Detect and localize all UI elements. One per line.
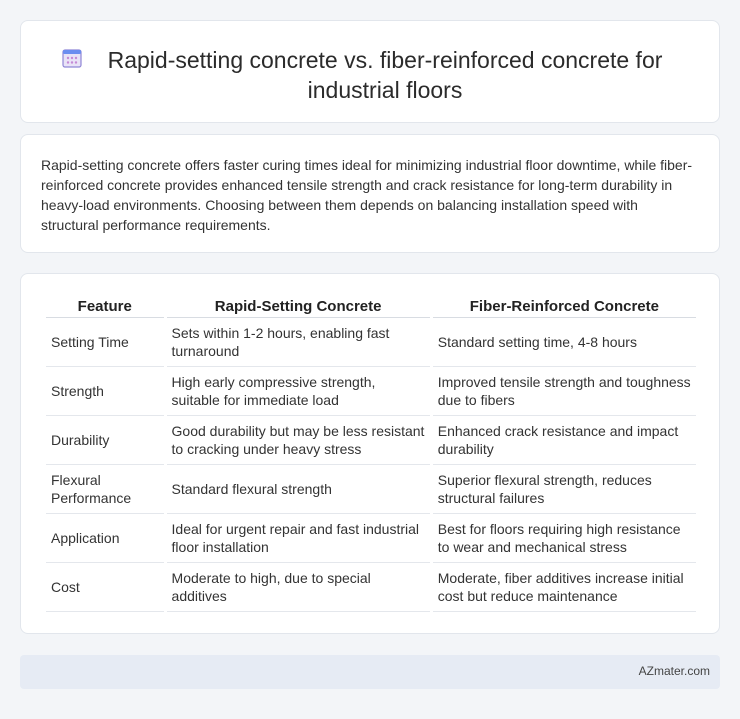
title-card [20,20,720,123]
comparison-table [43,296,699,612]
row-rapid-setting: Ideal for urgent repair and fast industrial floor installation [167,514,430,563]
row-fiber-reinforced: Standard setting time, 4-8 hours [433,318,696,367]
row-feature: Application [46,514,164,563]
row-fiber-reinforced: Best for floors requiring high resistance to wear and mechanical stress [433,514,696,563]
header-feature: Feature [46,296,164,318]
row-feature: Strength [46,367,164,416]
table-row [46,367,696,416]
row-rapid-setting: Good durability but may be less resistant to cracking under heavy stress [167,416,430,465]
table-row [46,514,696,563]
table-row [46,465,696,514]
row-feature: Durability [46,416,164,465]
intro-card [20,134,720,253]
row-feature: Cost [46,563,164,612]
table-header-row [46,296,696,318]
footer-brand[interactable]: AZmater.com [638,664,710,678]
intro-paragraph: Rapid-setting concrete offers faster curing times ideal for minimizing industrial floor downtime, while fiber-reinforced concrete provides enhanced tensile strength and crack resistance for long-term durability in heavy-load environments. Choosing between them depends on balancing installation speed with structural performance requirements. [41,157,693,233]
table-row [46,563,696,612]
row-rapid-setting: Moderate to high, due to special additives [167,563,430,612]
header-rapid-setting: Rapid-Setting Concrete [167,296,430,318]
row-fiber-reinforced: Moderate, fiber additives increase initial cost but reduce maintenance [433,563,696,612]
footer-bar [20,655,720,689]
row-feature: Flexural Performance [46,465,164,514]
row-fiber-reinforced: Improved tensile strength and toughness due to fibers [433,367,696,416]
page-title: Rapid-setting concrete vs. fiber-reinforced concrete for industrial floors [107,47,663,103]
row-feature: Setting Time [46,318,164,367]
header-fiber-reinforced: Fiber-Reinforced Concrete [433,296,696,318]
row-rapid-setting: Standard flexural strength [167,465,430,514]
row-fiber-reinforced: Superior flexural strength, reduces structural failures [433,465,696,514]
row-rapid-setting: High early compressive strength, suitable for immediate load [167,367,430,416]
comparison-card [20,273,720,634]
title-wrap [21,45,719,105]
table-row [46,416,696,465]
row-rapid-setting: Sets within 1-2 hours, enabling fast turnaround [167,318,430,367]
table-row [46,318,696,367]
row-fiber-reinforced: Enhanced crack resistance and impact durability [433,416,696,465]
